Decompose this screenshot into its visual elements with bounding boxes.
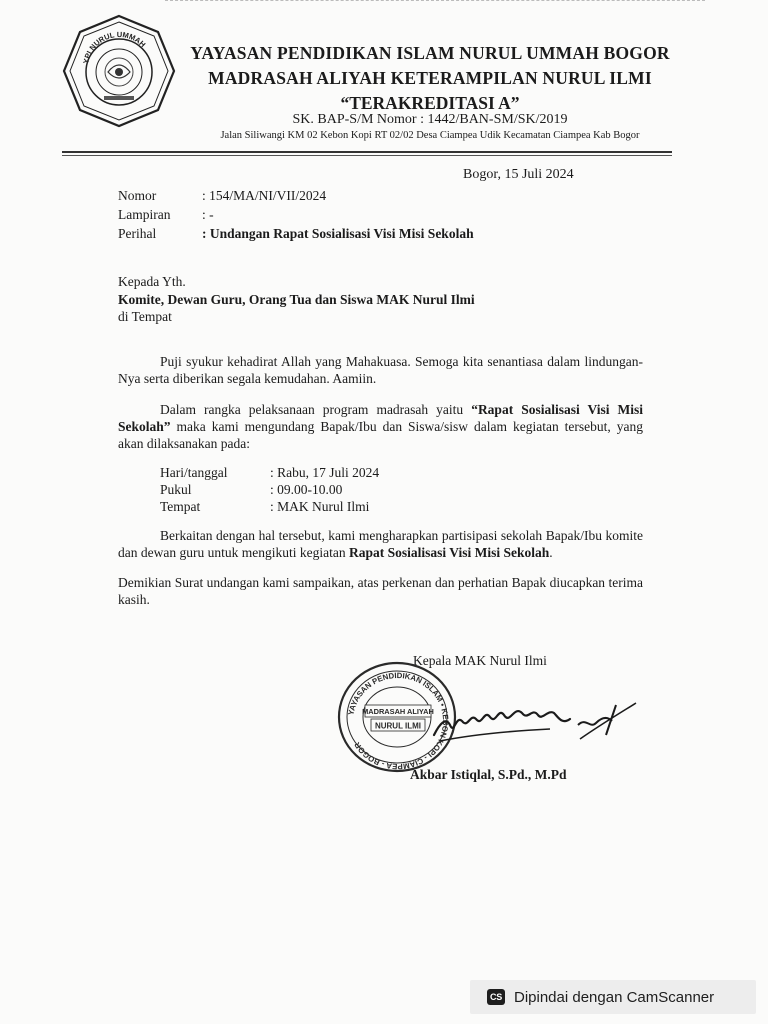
signature-icon: [430, 695, 645, 755]
event-name-bold: Rapat Sosialisasi Visi Misi Sekolah: [348, 545, 550, 560]
meta-subject: [118, 226, 474, 242]
meta-value: : Undangan Rapat Sosialisasi Visi Misi Sekolah: [202, 226, 474, 241]
logo-text: YPI NURUL UMMAH: [81, 29, 148, 65]
closing-paragraph: Demikian Surat undangan kami sampaikan, atas perkenan dan perhatian Bapak diucapkan terima kasih.: [118, 575, 643, 607]
stamp-line-1: MADRASAH ALIYAH: [362, 707, 434, 716]
camscanner-label: Dipindai dengan CamScanner: [514, 988, 715, 1006]
invitation-text-post: maka kami mengundang Bapak/Ibu dan Siswa/sisw dalam kegiatan tersebut, yang akan dilaksanakan pada:: [118, 419, 643, 451]
camscanner-badge: [470, 980, 756, 1014]
participation-paragraph: [118, 527, 643, 561]
event-name: “Rapat Sosialisasi Visi Misi Sekolah”: [118, 402, 643, 434]
salutation: Kepada Yth.: [118, 274, 186, 289]
invitation-paragraph: [118, 401, 643, 452]
meta-key: Nomor: [118, 188, 157, 203]
detail-key: Hari/tanggal: [160, 465, 228, 480]
meta-key: Perihal: [118, 226, 157, 241]
participation-text-pre: Berkaitan dengan hal tersebut, kami mengharapkan partisipasi sekolah Bapak/Ibu komite dan dewan guru untuk mengikuti kegiatan: [118, 528, 643, 560]
detail-value: : Rabu, 17 Juli 2024: [270, 465, 380, 480]
meta-value: : 154/MA/NI/VII/2024: [202, 188, 327, 203]
detail-value: : 09.00-10.00: [270, 482, 343, 497]
detail-value: : MAK Nurul Ilmi: [270, 499, 370, 514]
detail-time: [160, 482, 342, 498]
camscanner-icon: CS: [487, 989, 505, 1005]
meta-number: [118, 188, 326, 204]
school-name: MADRASAH ALIYAH KETERAMPILAN NURUL ILMI: [208, 68, 652, 88]
header-divider-thin: [62, 155, 672, 156]
school-logo-icon: [60, 12, 178, 130]
foundation-name: YAYASAN PENDIDIKAN ISLAM NURUL UMMAH BOGOR: [190, 43, 670, 63]
detail-day: [160, 465, 379, 481]
letter-date: Bogor, 15 Juli 2024: [463, 167, 574, 182]
stamp-line-2: NURUL ILMI: [374, 721, 422, 731]
opening-paragraph: Puji syukur kehadirat Allah yang Mahakuasa. Semoga kita senantiasa dalam lindungan-Nya serta diberikan segala kemudahan. Aamiin.: [118, 354, 643, 386]
recipient-name: Komite, Dewan Guru, Orang Tua dan Siswa MAK Nurul Ilmi: [118, 292, 475, 307]
stamp-ring-text: YAYASAN PENDIDIKAN ISLAM • KEBON KOPI - CIAMPEA - BOGOR: [346, 670, 451, 772]
invitation-text-pre: Dalam rangka pelaksanaan program madrasah yaitu: [160, 402, 472, 417]
svg-text:YPI NURUL UMMAH: [81, 30, 147, 65]
decree-number: SK. BAP-S/M Nomor : 1442/BAN-SM/SK/2019: [292, 112, 568, 127]
recipient-place: di Tempat: [118, 309, 172, 324]
accreditation: “TERAKREDITASI A”: [340, 93, 520, 113]
header-divider: [62, 151, 672, 153]
detail-key: Pukul: [160, 482, 192, 497]
detail-place: [160, 499, 369, 515]
detail-key: Tempat: [160, 499, 201, 514]
meta-key: Lampiran: [118, 207, 171, 222]
meta-value: : -: [202, 207, 214, 222]
participation-text-post: .: [549, 545, 553, 560]
school-address: Jalan Siliwangi KM 02 Kebon Kopi RT 02/02 Desa Ciampea Udik Kecamatan Ciampea Kab Bogor: [220, 130, 640, 141]
signatory-name: Akbar Istiqlal, S.Pd., M.Pd: [410, 767, 567, 782]
meta-attachment: [118, 207, 214, 223]
signatory-title: Kepala MAK Nurul Ilmi: [413, 653, 547, 668]
scan-edge-line: [165, 0, 705, 1]
